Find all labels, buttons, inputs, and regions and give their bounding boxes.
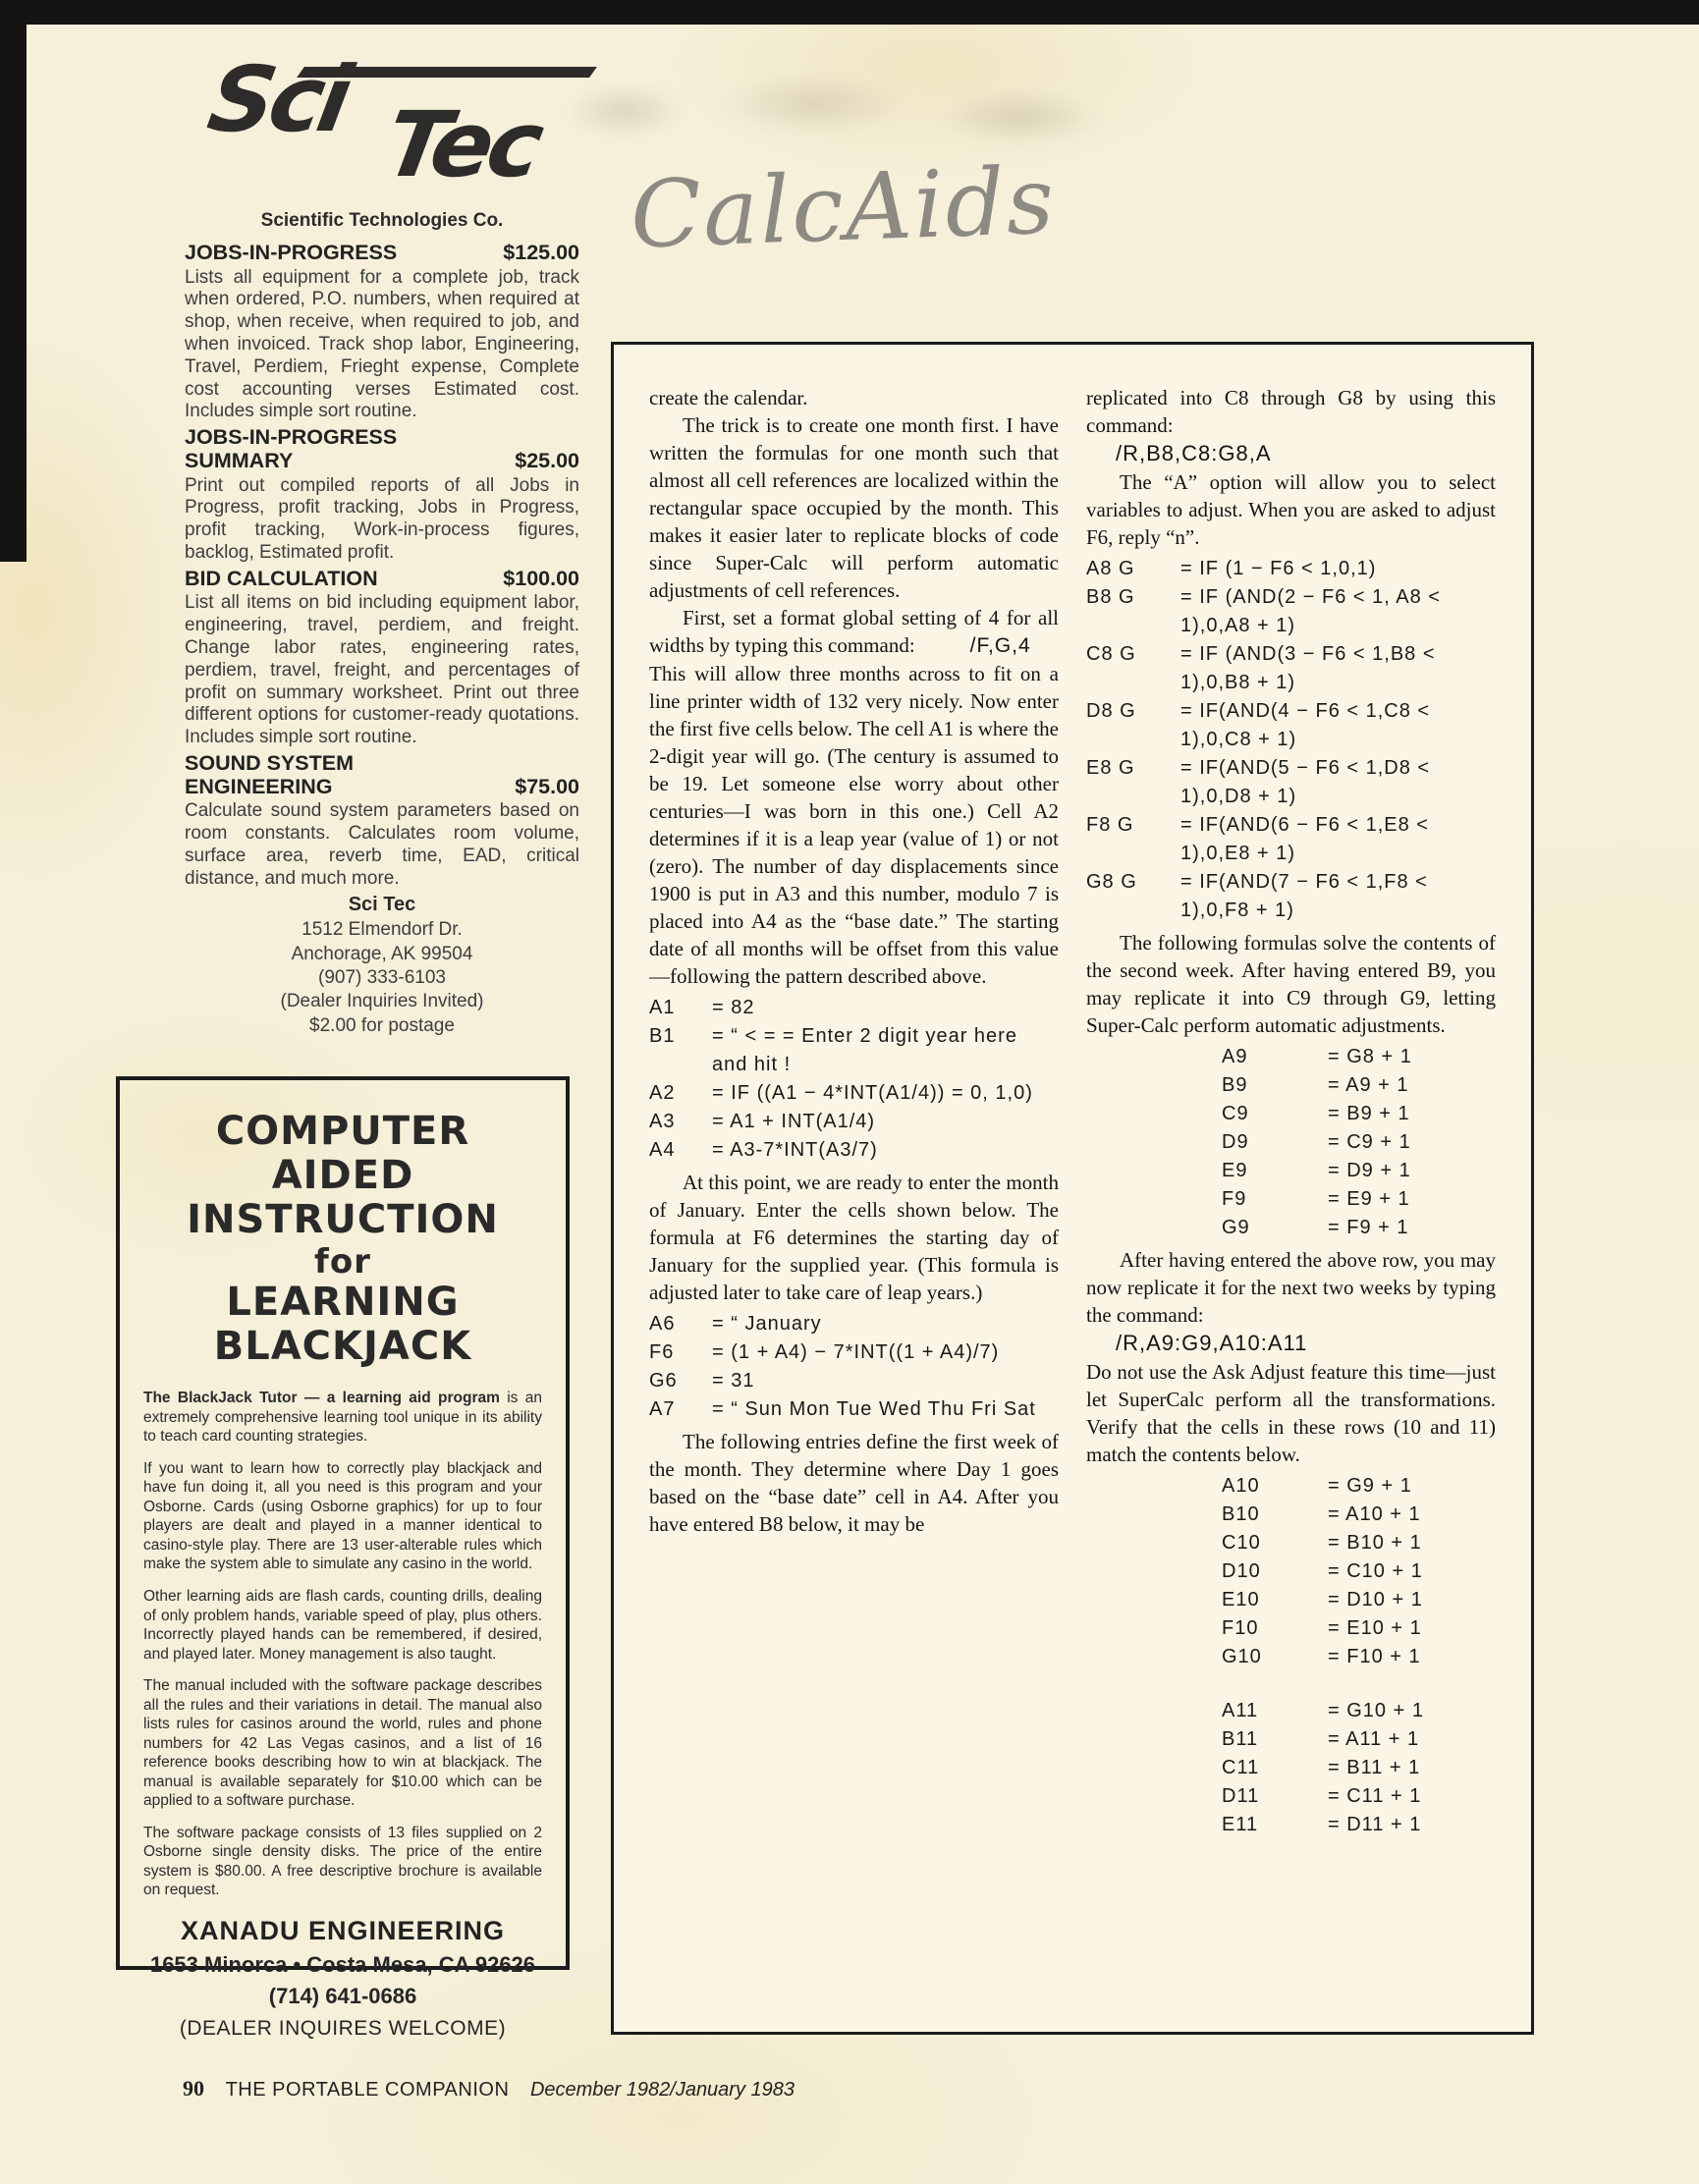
formula-row: [1086, 1643, 1496, 1671]
ad-paragraph: Other learning aids are flash cards, counting drills, dealing of only problem hands, variable speed of play, plus others. Incorrectly played hands can be remembered, if desired, and played later. Money management is also taught.: [143, 1587, 542, 1663]
product-listing: [185, 752, 579, 890]
cell-reference: F6: [649, 1341, 675, 1363]
formula-row: [1086, 1100, 1496, 1128]
cell-reference: D10: [1222, 1560, 1261, 1582]
formula-row: [1086, 1214, 1496, 1242]
formula-row: [649, 1136, 1059, 1165]
cell-formula: = IF (AND(2 − F6 < 1, A8 < 1),0,A8 + 1): [1180, 586, 1441, 636]
formula-row: [1086, 811, 1496, 868]
formula-row: [1086, 754, 1496, 811]
cell-formula: = IF(AND(6 − F6 < 1,E8 < 1),0,E8 + 1): [1180, 814, 1429, 864]
formula-row: [649, 1108, 1059, 1136]
cell-formula: = IF ((A1 − 4*INT(A1/4)) = 0, 1,0): [712, 1082, 1033, 1104]
cell-formula: = IF(AND(4 − F6 < 1,C8 < 1),0,C8 + 1): [1180, 700, 1431, 750]
product-header: [185, 568, 579, 591]
cell-reference: D11: [1222, 1785, 1260, 1807]
contact-line: (Dealer Inquiries Invited): [280, 991, 484, 1012]
formula-list-week2: [1086, 1043, 1496, 1242]
paragraph: At this point, we are ready to enter the month of January. Enter the cells shown below. The formula at F6 determines the starting day of January for the supplied year. (This formula is adjusted later to take care of leap years.): [649, 1171, 1059, 1304]
scitec-logo: [185, 49, 579, 208]
ad-paragraph: If you want to learn how to correctly play blackjack and have fun doing it, all you need is this program and your Osborne. Cards (using Osborne graphics) for up to four players are dealt and played in a manner identical to casino-style play. There are 13 user-alterable rules which make the system able to simulate any casino in the world.: [143, 1459, 542, 1573]
cell-formula: = A10 + 1: [1328, 1503, 1421, 1525]
product-header: [185, 752, 579, 798]
article-title-script: CalcAids: [629, 147, 1058, 270]
product-name: BID CALCULATION: [185, 566, 378, 590]
logo-text-sci: Sci: [200, 47, 355, 152]
cell-formula: = IF (AND(3 − F6 < 1,B8 < 1),0,B8 + 1): [1180, 643, 1436, 693]
formula-row: [1086, 1586, 1496, 1614]
cell-reference: G8 G: [1086, 871, 1137, 893]
cell-formula: = “ < = = Enter 2 digit year here and hit !: [712, 1025, 1017, 1075]
formula-list-january: [649, 1310, 1059, 1424]
product-name: SOUND SYSTEM ENGINEERING: [185, 750, 355, 798]
formula-row: [1086, 1071, 1496, 1100]
title-line: BLACKJACK: [213, 1324, 472, 1370]
contact-company-name: Sci Tec: [348, 894, 416, 916]
title-line: AIDED: [271, 1153, 414, 1199]
product-price: $100.00: [503, 566, 579, 590]
contact-line: 1512 Elmendorf Dr.: [301, 919, 463, 941]
cell-formula: = IF(AND(7 − F6 < 1,F8 < 1),0,F8 + 1): [1180, 871, 1428, 921]
cell-formula: = D9 + 1: [1328, 1160, 1411, 1181]
cell-reference: D9: [1222, 1131, 1249, 1153]
formula-list-week4: [1086, 1697, 1496, 1839]
formula-row: [649, 1338, 1059, 1367]
formula-row: [1086, 1811, 1496, 1839]
product-listing: [185, 242, 579, 423]
cell-formula: = E9 + 1: [1328, 1188, 1410, 1210]
cell-formula: = E10 + 1: [1328, 1617, 1422, 1639]
cell-formula: = F10 + 1: [1328, 1646, 1421, 1667]
product-description: Print out compiled reports of all Jobs in Progress, profit tracking, Jobs in Progress, profit tracking, Work-in-process figures, backlog, Estimated profit.: [185, 474, 579, 563]
cell-formula: = IF (1 − F6 < 1,0,1): [1180, 558, 1377, 579]
cell-reference: C8 G: [1086, 643, 1136, 665]
product-price: $25.00: [515, 448, 579, 472]
cell-reference: F8 G: [1086, 814, 1134, 836]
formula-row: [1086, 1529, 1496, 1557]
cell-formula: = 31: [712, 1370, 755, 1392]
cell-formula: = (1 + A4) − 7*INT((1 + A4)/7): [712, 1341, 1000, 1363]
intro-bold-lead: The BlackJack Tutor — a learning aid program: [143, 1390, 500, 1407]
cell-formula: = A9 + 1: [1328, 1074, 1409, 1096]
cell-reference: D8 G: [1086, 700, 1136, 722]
dealer-note: (DEALER INQUIRES WELCOME): [179, 2016, 507, 2040]
formula-row: [649, 1022, 1059, 1079]
ad-paragraphs: [143, 1459, 542, 1900]
formula-row: [1086, 1043, 1496, 1071]
cell-reference: A9: [1222, 1046, 1248, 1067]
scan-top-edge: [0, 0, 1699, 25]
paragraph: The “A” option will allow you to select variables to adjust. When you are asked to adjust F6, reply “n”.: [1086, 470, 1496, 549]
paragraph: The trick is to create one month first. I have written the formulas for one month such that almost all cell references are localized within the rectangular space occupied by the month. This makes it easier later to replicate blocks of code since Super-Calc will perform automatic adjustments of cell references.: [649, 413, 1059, 602]
issue-date: December 1982/January 1983: [529, 2079, 795, 2101]
paragraph: Do not use the Ask Adjust feature this time—just let SuperCalc perform all the transformations. Verify that the cells in these rows (10 and 11) match the contents below.: [1086, 1360, 1496, 1466]
company-name: Scientific Technologies Co.: [260, 210, 504, 231]
cell-reference: A7: [649, 1398, 676, 1420]
formula-list-week3: [1086, 1472, 1496, 1671]
cell-reference: E9: [1222, 1160, 1248, 1181]
cell-reference: A1: [649, 997, 676, 1018]
cell-reference: A6: [649, 1313, 676, 1335]
cell-formula: = D10 + 1: [1328, 1589, 1423, 1611]
formula-row: [1086, 1501, 1496, 1529]
formula-row: [1086, 640, 1496, 697]
product-description: Calculate sound system parameters based on room constants. Calculates room volume, surface area, reverb time, EAD, critical distance, and much more.: [185, 800, 579, 889]
cell-formula: = “ Sun Mon Tue Wed Thu Fri Sat: [712, 1398, 1036, 1420]
cell-reference: A4: [649, 1139, 676, 1161]
paragraph: replicated into C8 through G8 by using this command:: [1086, 386, 1496, 437]
cell-reference: C10: [1222, 1532, 1261, 1554]
cell-reference: F10: [1222, 1617, 1259, 1639]
title-line: for: [314, 1241, 371, 1282]
cell-reference: F9: [1222, 1188, 1247, 1210]
logo-text-tec: Tec: [377, 92, 547, 197]
formula-row: [1086, 697, 1496, 754]
magazine-title: THE PORTABLE COMPANION: [225, 2079, 510, 2101]
contact-line: (907) 333-6103: [318, 967, 446, 988]
blackjack-ad-title: [143, 1110, 542, 1369]
cell-reference: A2: [649, 1082, 676, 1104]
paragraph: [649, 604, 1059, 660]
cell-formula: = IF(AND(5 − F6 < 1,D8 < 1),0,D8 + 1): [1180, 757, 1431, 807]
formula-row: [1086, 1782, 1496, 1811]
cell-formula: = G9 + 1: [1328, 1475, 1412, 1497]
formula-row: [1086, 868, 1496, 925]
formula-row: [649, 1367, 1059, 1395]
cell-reference: G10: [1222, 1646, 1262, 1667]
cell-formula: = B10 + 1: [1328, 1532, 1422, 1554]
cell-formula: = A3-7*INT(A3/7): [712, 1139, 878, 1161]
cell-reference: B10: [1222, 1503, 1260, 1525]
ad-paragraph: The software package consists of 13 files supplied on 2 Osborne single density disks. The price of the entire system is $80.00. A free descriptive brochure is available on request.: [143, 1824, 542, 1899]
cell-reference: G6: [649, 1370, 678, 1392]
paragraph-text: First, set a format global setting of 4 for all widths by typing this command:: [649, 606, 1059, 657]
supercalc-command: /R,B8,C8:G8,A: [1116, 441, 1272, 465]
cell-reference: C11: [1222, 1757, 1260, 1778]
contact-line: $2.00 for postage: [309, 1014, 455, 1036]
cell-reference: A8 G: [1086, 558, 1135, 579]
product-price: $125.00: [503, 241, 579, 264]
article-columns: [614, 345, 1531, 1843]
product-listing: [185, 426, 579, 564]
formula-row: [649, 994, 1059, 1022]
formula-row: [1086, 555, 1496, 583]
paragraph: This will allow three months across to fit on a line printer width of 132 very nicely. Now enter the first five cells below. The cell A1 is where the 2-digit year will go. (The century is assumed to be 19. Let someone else worry about other centuries—I was born in this one.) Cell A2 determines if it is a leap year (value of 1) or not (zero). The number of day displacements since 1900 is put in A3 and this number, modulo 7 is placed into A4 as the “base date.” The starting date of all months will be offset from this value—following the pattern described above.: [649, 662, 1059, 988]
paragraph: After having entered the above row, you may now replicate it for the next two weeks by typing the command:: [1086, 1248, 1496, 1327]
paragraph: create the calendar.: [649, 386, 808, 410]
contact-line: Anchorage, AK 99504: [291, 943, 473, 964]
cell-reference: E10: [1222, 1589, 1260, 1611]
formula-row: [649, 1310, 1059, 1338]
cell-formula: = “ January: [712, 1313, 822, 1335]
cell-reference: B1: [649, 1025, 676, 1047]
formula-row: [1086, 1472, 1496, 1501]
cell-formula: = C9 + 1: [1328, 1131, 1411, 1153]
product-description: Lists all equipment for a complete job, track when ordered, P.O. numbers, when required at shop, when receive, when required to job, and when invoiced. Track shop labor, Engineering, Travel, Perdiem, Frieght expense, Complete cost accounting verses Estimated cost. Includes simple sort routine.: [185, 266, 579, 422]
product-listing: [185, 568, 579, 749]
product-header: [185, 242, 579, 265]
cell-reference: A3: [649, 1111, 676, 1132]
contact-lines: [185, 918, 579, 1038]
blackjack-ad: [116, 1076, 570, 2040]
article-column-right: [1086, 384, 1496, 1843]
cell-formula: = B11 + 1: [1328, 1757, 1421, 1778]
formula-row: [649, 1079, 1059, 1108]
cell-reference: B8 G: [1086, 586, 1135, 608]
cell-formula: = B9 + 1: [1328, 1103, 1410, 1124]
article-column-left: [649, 384, 1059, 1843]
supercalc-command: /F,G,4: [969, 634, 1031, 657]
intro-paragraph: [143, 1389, 542, 1447]
product-list: [185, 242, 579, 890]
formula-row: [1086, 583, 1496, 640]
scitec-ad: [185, 49, 579, 1038]
cell-reference: E11: [1222, 1814, 1259, 1835]
formula-row: [1086, 1128, 1496, 1157]
title-line: LEARNING: [226, 1279, 460, 1325]
scitec-contact-block: [185, 894, 579, 1038]
cell-formula: = C11 + 1: [1328, 1785, 1422, 1807]
cell-reference: A10: [1222, 1475, 1260, 1497]
title-line: INSTRUCTION: [187, 1197, 499, 1243]
paragraph: The following formulas solve the contents of the second week. After having entered B9, you may replicate it into C9 through G9, letting Super-Calc perform automatic adjustments.: [1086, 931, 1496, 1037]
formula-row: [1086, 1157, 1496, 1185]
paragraph: The following entries define the first week of the month. They determine where Day 1 goes based on the “base date” cell in A4. After you have entered B8 below, it may be: [649, 1430, 1059, 1536]
formula-row: [1086, 1725, 1496, 1754]
advertiser-address: 1653 Minorca • Costa Mesa, CA 92626: [149, 1951, 536, 1977]
cell-reference: G9: [1222, 1217, 1250, 1238]
formula-row: [1086, 1614, 1496, 1643]
cell-formula: = G10 + 1: [1328, 1700, 1424, 1721]
article-box: [611, 342, 1534, 2035]
formula-row: [649, 1395, 1059, 1424]
cell-formula: = C10 + 1: [1328, 1560, 1423, 1582]
title-line: COMPUTER: [215, 1109, 470, 1154]
ad-paragraph: The manual included with the software package describes all the rules and their variations in detail. The manual also lists rules for casinos around the world, rules and phone numbers for 42 Las Vegas casinos, and a list of 16 reference books describing how to win at blackjack. The manual is available separately for $10.00 which can be applied to a software purchase.: [143, 1677, 542, 1810]
advertiser-phone: (714) 641-0686: [268, 1983, 417, 2008]
cell-reference: A11: [1222, 1700, 1259, 1721]
page-footer: [183, 2076, 795, 2102]
cell-formula: = A1 + INT(A1/4): [712, 1111, 876, 1132]
product-price: $75.00: [515, 774, 579, 798]
formula-row: [1086, 1557, 1496, 1586]
product-description: List all items on bid including equipment labor, engineering, travel, perdiem, and freight. Change labor rates, engineering rates, perdiem, travel, freight, and percentages of profit on summary worksheet. Print out three different options for customer-ready quotations. Includes simple sort routine.: [185, 592, 579, 748]
advertiser-name: XANADU ENGINEERING: [180, 1915, 506, 1945]
product-header: [185, 426, 579, 472]
cell-formula: = F9 + 1: [1328, 1217, 1409, 1238]
formula-row: [1086, 1754, 1496, 1782]
scan-left-edge: [0, 0, 27, 562]
cell-reference: B11: [1222, 1728, 1259, 1750]
cell-reference: B9: [1222, 1074, 1248, 1096]
cell-formula: = A11 + 1: [1328, 1728, 1420, 1750]
formula-row: [1086, 1697, 1496, 1725]
formula-list-week1: [1086, 555, 1496, 925]
supercalc-command: /R,A9:G9,A10:A11: [1116, 1331, 1308, 1355]
formula-row: [1086, 1185, 1496, 1214]
product-name: JOBS-IN-PROGRESS: [185, 241, 398, 264]
intro-rest: is an extremely comprehensive learning tool unique in its ability to teach card counting strategies.: [143, 1390, 542, 1446]
product-name: JOBS-IN-PROGRESS SUMMARY: [185, 425, 398, 472]
formula-list-setup: [649, 994, 1059, 1165]
page-number: 90: [183, 2076, 204, 2101]
cell-formula: = D11 + 1: [1328, 1814, 1422, 1835]
cell-reference: E8 G: [1086, 757, 1135, 779]
cell-formula: = G8 + 1: [1328, 1046, 1412, 1067]
cell-reference: C9: [1222, 1103, 1249, 1124]
cell-formula: = 82: [712, 997, 755, 1018]
